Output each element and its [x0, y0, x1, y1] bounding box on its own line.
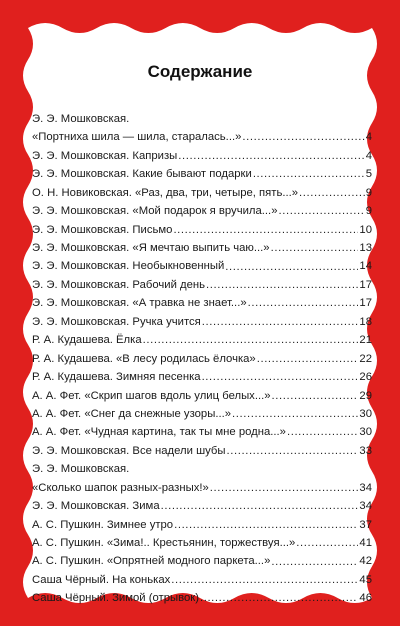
page-number: 9 [365, 205, 372, 218]
toc-entry-title: Э. Э. Мошковская. «А травка не знает...» [32, 297, 247, 310]
page-number: 34 [359, 481, 372, 494]
toc-entry [32, 221, 372, 239]
toc-entry-line [32, 350, 372, 368]
page-number: 4 [365, 131, 372, 144]
toc-entry [32, 460, 372, 497]
toc-entry [32, 184, 372, 202]
toc-entry [32, 553, 372, 571]
dot-leader [271, 239, 359, 257]
toc-entry-title: Э. Э. Мошковская. Письмо [32, 223, 173, 236]
toc-entry [32, 442, 372, 460]
page-number: 9 [365, 186, 372, 199]
toc-entry [32, 110, 372, 147]
toc-entry-line [32, 442, 372, 460]
page-title: Содержание [147, 62, 253, 81]
toc-entry-line [32, 497, 372, 515]
toc-entry [32, 387, 372, 405]
toc-entry [32, 534, 372, 552]
toc-entry-line [32, 202, 372, 220]
dot-leader [171, 571, 358, 589]
dot-leader [225, 258, 358, 276]
dot-leader [161, 497, 359, 515]
toc-entry [32, 258, 372, 276]
page-number: 30 [359, 407, 372, 420]
toc-entry-line [32, 479, 372, 497]
toc-entry-line [32, 423, 372, 441]
toc-entry-line [32, 387, 372, 405]
toc-entry-line [32, 331, 372, 349]
toc-entry-title: Саша Чёрный. На коньках [32, 573, 171, 586]
page-number: 14 [359, 260, 372, 273]
toc-entry-title: Р. А. Кудашева. «В лесу родилась ёлочка» [32, 352, 256, 365]
dot-leader [174, 516, 358, 534]
page-number: 21 [359, 334, 372, 347]
dot-leader [210, 479, 359, 497]
dot-leader [173, 221, 358, 239]
toc-entry-title: Саша Чёрный. Зимой (отрывок) [32, 592, 199, 605]
toc-entry-title: Э. Э. Мошковская. «Я мечтаю выпить чаю...» [32, 242, 270, 255]
toc-entry-title: А. А. Фет. «Чудная картина, так ты мне родна...» [32, 426, 286, 439]
toc-entry-line [32, 516, 372, 534]
dot-leader [248, 294, 359, 312]
toc-entry-line [32, 147, 372, 165]
dot-leader [271, 553, 358, 571]
table-of-contents [32, 110, 372, 608]
page-number: 37 [359, 518, 372, 531]
toc-entry-line [32, 239, 372, 257]
toc-entry-title: А. А. Фет. «Снег да снежные узоры...» [32, 407, 232, 420]
toc-entry-title: Э. Э. Мошковская. [32, 463, 130, 476]
toc-entry-line [32, 294, 372, 312]
toc-entry-title: Э. Э. Мошковская. Какие бывают подарки [32, 168, 252, 181]
toc-entry-title: А. А. Фет. «Скрип шагов вдоль улиц белых...» [32, 389, 271, 402]
toc-entry [32, 165, 372, 183]
toc-entry-line [32, 534, 372, 552]
dot-leader [227, 442, 359, 460]
page-number: 29 [359, 389, 372, 402]
toc-entry-line [32, 276, 372, 294]
page-number: 13 [359, 242, 372, 255]
toc-entry-title: «Сколько шапок разных-разных!» [32, 481, 209, 494]
toc-entry-line [32, 405, 372, 423]
toc-entry-line [32, 553, 372, 571]
toc-entry-title: А. С. Пушкин. «Зима!.. Крестьянин, торжествуя...» [32, 537, 296, 550]
dot-leader [178, 147, 364, 165]
toc-entry-title: Р. А. Кудашева. Зимняя песенка [32, 371, 201, 384]
toc-entry [32, 276, 372, 294]
contents-area [3, 0, 397, 626]
page-number: 30 [359, 426, 372, 439]
toc-entry-line [32, 221, 372, 239]
toc-entry-line [32, 184, 372, 202]
toc-entry [32, 405, 372, 423]
toc-entry [32, 313, 372, 331]
dot-leader [278, 202, 364, 220]
toc-entry-title: Э. Э. Мошковская. Ручка учится [32, 315, 201, 328]
page-number: 26 [359, 371, 372, 384]
toc-entry-line [32, 589, 372, 607]
toc-entry-title: Э. Э. Мошковская. Капризы [32, 149, 178, 162]
dot-leader [299, 184, 365, 202]
page-number: 10 [359, 223, 372, 236]
toc-entry-line [32, 571, 372, 589]
toc-entry [32, 350, 372, 368]
page-number: 17 [359, 278, 372, 291]
page-number: 4 [365, 149, 372, 162]
dot-leader [202, 368, 359, 386]
toc-entry [32, 589, 372, 607]
toc-entry-line [32, 165, 372, 183]
page-number: 34 [359, 500, 372, 513]
dot-leader [296, 534, 358, 552]
dot-leader [200, 589, 358, 607]
page-number: 45 [359, 573, 372, 586]
toc-entry [32, 331, 372, 349]
dot-leader [143, 331, 359, 349]
page-number: 42 [359, 555, 372, 568]
toc-entry-title: Э. Э. Мошковская. «Мой подарок я вручила...» [32, 205, 278, 218]
toc-entry-title: Э. Э. Мошковская. Рабочий день [32, 278, 206, 291]
toc-entry [32, 423, 372, 441]
dot-leader [242, 128, 364, 146]
dot-leader [253, 165, 365, 183]
toc-entry [32, 294, 372, 312]
page-number: 18 [359, 315, 372, 328]
dot-leader [287, 423, 358, 441]
toc-entry-line [32, 128, 372, 146]
toc-entry-line [32, 368, 372, 386]
toc-entry-title: Э. Э. Мошковская. Все надели шубы [32, 444, 226, 457]
dot-leader [272, 387, 359, 405]
toc-entry [32, 147, 372, 165]
toc-entry [32, 571, 372, 589]
page-number: 46 [359, 592, 372, 605]
toc-entry-title: Э. Э. Мошковская. Зима [32, 500, 160, 513]
dot-leader [202, 313, 359, 331]
toc-entry-title: Р. А. Кудашева. Ёлка [32, 334, 142, 347]
toc-entry [32, 516, 372, 534]
toc-entry-title: Э. Э. Мошковская. [32, 113, 130, 125]
page-number: 41 [359, 537, 372, 550]
page-number: 22 [359, 352, 372, 365]
toc-entry-title: «Портниха шила — шила, старалась...» [32, 131, 242, 144]
toc-entry-line [32, 258, 372, 276]
toc-entry-author-line [32, 110, 372, 128]
toc-entry [32, 202, 372, 220]
page-number: 33 [359, 444, 372, 457]
dot-leader [257, 350, 359, 368]
toc-entry [32, 239, 372, 257]
page-number: 5 [365, 168, 372, 181]
toc-entry-title: Э. Э. Мошковская. Необыкновенный [32, 260, 225, 273]
toc-entry-title: А. С. Пушкин. «Опрятней модного паркета...» [32, 555, 271, 568]
toc-entry-title: О. Н. Новиковская. «Раз, два, три, четыре, пять...» [32, 186, 299, 199]
dot-leader [206, 276, 358, 294]
toc-entry [32, 497, 372, 515]
toc-entry-title: А. С. Пушкин. Зимнее утро [32, 518, 174, 531]
toc-entry [32, 368, 372, 386]
page-number: 17 [359, 297, 372, 310]
dot-leader [232, 405, 358, 423]
toc-entry-line [32, 313, 372, 331]
toc-entry-author-line [32, 460, 372, 478]
